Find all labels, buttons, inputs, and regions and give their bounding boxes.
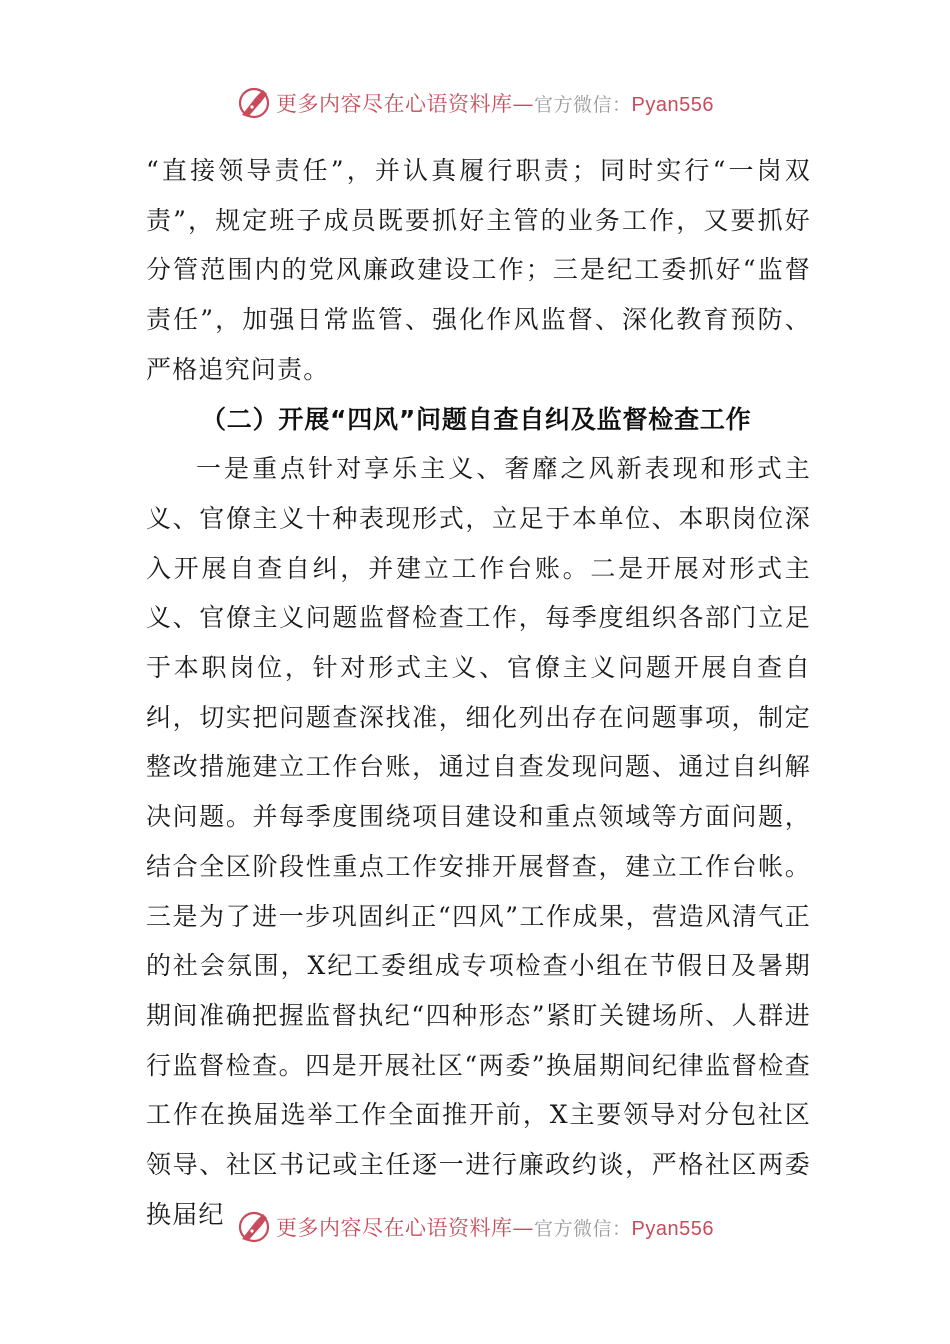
- footer-banner-text: [276, 1212, 714, 1242]
- wechat-label: 官方微信：: [534, 1218, 632, 1240]
- pen-nib-circle-icon: [236, 85, 272, 121]
- section-heading: （二）开展“四风”问题自查自纠及监督检查工作: [201, 404, 752, 434]
- wechat-label: 官方微信：: [534, 94, 632, 116]
- wechat-id: Pyan556: [631, 94, 714, 116]
- footer-banner: [0, 1207, 950, 1247]
- paragraph-body: 一是重点针对享乐主义、奢靡之风新表现和形式主义、官僚主义十种表现形式，立足于本单位、本职岗位深入开展自查自纠，并建立工作台账。二是开展对形式主义、官僚主义问题监督检查工作，每季度组织各部门立足于本职岗位，针对形式主义、官僚主义问题开展自查自纠，切实把问题查深找准，细化列出存在问题事项，制定整改措施建立工作台账，通过自查发现问题、通过自纠解决问题。并每季度围绕项目建设和重点领域等方面问题，结合全区阶段性重点工作安排开展督查，建立工作台帐。三是为了进一步巩固纠正“四风”工作成果，营造风清气正的社会氛围，X纪工委组成专项检查小组在节假日及暑期期间准确把握监督执纪“四种形态”紧盯关键场所、人群进行监督检查。四是开展社区“两委”换届期间纪律监督检查工作在换届选举工作全面推开前，X主要领导对分包社区领导、社区书记或主任逐一进行廉政约谈，严格社区两委换届纪: [146, 454, 811, 1229]
- header-banner-text: [276, 88, 714, 118]
- wechat-id: Pyan556: [631, 1218, 714, 1240]
- document-body: [146, 146, 811, 1239]
- site-name: 更多内容尽在心语资料库: [276, 92, 513, 116]
- separator-dash: —: [512, 92, 534, 116]
- site-name: 更多内容尽在心语资料库: [276, 1216, 513, 1240]
- pen-nib-circle-icon: [236, 1209, 272, 1245]
- separator-dash: —: [512, 1216, 534, 1240]
- paragraph-continued: “直接领导责任”，并认真履行职责；同时实行“一岗双责”，规定班子成员既要抓好主管的业务工作，又要抓好分管范围内的党风廉政建设工作；三是纪工委抓好“监督责任”，加强日常监管、强化作风监督、深化教育预防、严格追究问责。: [146, 156, 811, 384]
- header-banner: [0, 83, 950, 123]
